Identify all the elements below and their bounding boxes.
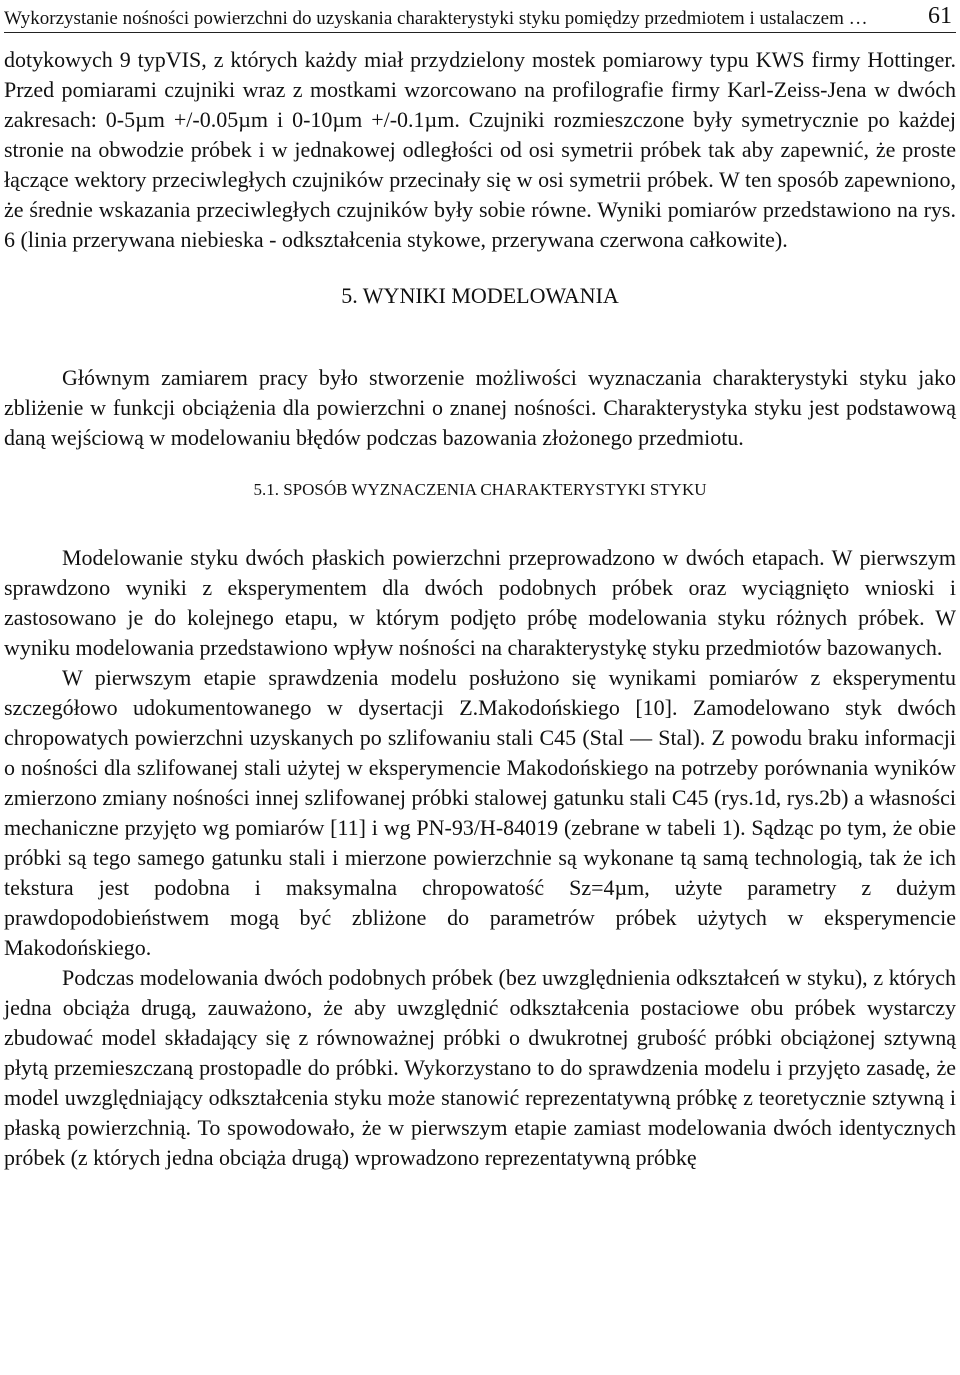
paragraph-sensors: dotykowych 9 typVIS, z których każdy miał przydzielony mostek pomiarowy typu KWS firmy Hottinger. Przed pomiarami czujniki wraz z mostkami wzorcowano na profilografie firmy Karl-Zeiss-Jena w dwóch zakresach: 0-5µm +/-0.05µm i 0-10µm +/-0.1µm. Czujniki rozmieszczone były symetrycznie po każdej stronie na obwodzie próbek i w jednakowej odległości od osi symetrii próbek tak aby zapewnić, że proste łączące wektory przeciwległych czujników przecinały się w osi symetrii próbek. W ten sposób zapewniono, że średnie wskazania przeciwległych czujników były sobie równe. Wyniki pomiarów przedstawiono na rys. 6 (linia przerywana niebieska - odkształcenia stykowe, przerywana czerwona całkowite). (4, 47, 956, 252)
paragraph-main-goal: Głównym zamiarem pracy było stworzenie możliwości wyznaczania charakterystyki styku jako zbliżenie w funkcji obciążenia dla powierzchni o znanej nośności. Charakterystyka styku jest podstawową daną wejściową w modelowaniu błędów podczas bazowania złożonego przedmiotu. (4, 365, 956, 450)
section-heading-5: 5. WYNIKI MODELOWANIA (341, 283, 619, 308)
paragraph-first-stage: W pierwszym etapie sprawdzenia modelu posłużono się wynikami pomiarów z eksperymentu szczegółowo udokumentowanego w dysertacji Z.Makodońskiego [10]. Zamodelowano styk dwóch chropowatych powierzchni uzyskanych po szlifowaniu stali C45 (Stal — Stal). Z powodu braku informacji o nośności dla szlifowanej stali użytej w eksperymencie Makodońskiego na potrzeby porównania wyników zmierzono zmiany nośności innej szlifowanej próbki stalowej gatunku stali C45 (rys.1d, rys.2b) a własności mechaniczne przyjęto wg pomiarów [11] i wg PN-93/H-84019 (zebrane w tabeli 1). Sądząc po tym, że obie próbki są tego samego gatunku stali i mierzone powierzchnie są wykonane tą samą technologią, tak że ich tekstura jest podobna i maksymalna chropowatość Sz=4µm, użyte parametry z dużym prawdopodobieństwem mogą być zbliżone do parametrów próbek użytych w eksperymencie Makodońskiego. (4, 665, 956, 960)
running-header (4, 0, 956, 33)
running-title: Wykorzystanie nośności powierzchni do uzyskania charakterystyki styku pomiędzy przedmiotem i ustalaczem … (4, 8, 868, 29)
subsection-heading-5-1: 5.1. SPOSÓB WYZNACZENIA CHARAKTERYSTYKI STYKU (253, 480, 707, 499)
page-number: 61 (928, 3, 952, 29)
paragraph-modelling-samples: Podczas modelowania dwóch podobnych próbek (bez uwzględnienia odkształceń w styku), z których jedna obciąża drugą, zauważono, że aby uwzględnić odkształcenia postaciowe obu próbek wystarczy zbudować model składający się z równoważnej próbki o dwukrotnej grubość próbki obciążonej sztywną płytą przemieszczaną prostopadle do próbki. Wykorzystano to do sprawdzenia modelu i przyjęto zasadę, że model uwzględniający odkształcenia styku może stanowić reprezentatywną próbkę z teoretycznie sztywną i płaską powierzchnią. To spowodowało, że w pierwszym etapie zamiast modelowania dwóch identycznych próbek (z których jedna obciąża drugą) wprowadzono reprezentatywną próbkę (4, 965, 956, 1170)
paragraph-two-stages: Modelowanie styku dwóch płaskich powierzchni przeprowadzono w dwóch etapach. W pierwszym sprawdzono wyniki z eksperymentem dla dwóch podobnych próbek oraz wyciągnięto wnioski i zastosowano je do kolejnego etapu, w którym podjęto próbę modelowania styku różnych próbek. W wyniku modelowania przedstawiono wpływ nośności na charakterystykę styku przedmiotów bazowanych. (4, 545, 956, 660)
